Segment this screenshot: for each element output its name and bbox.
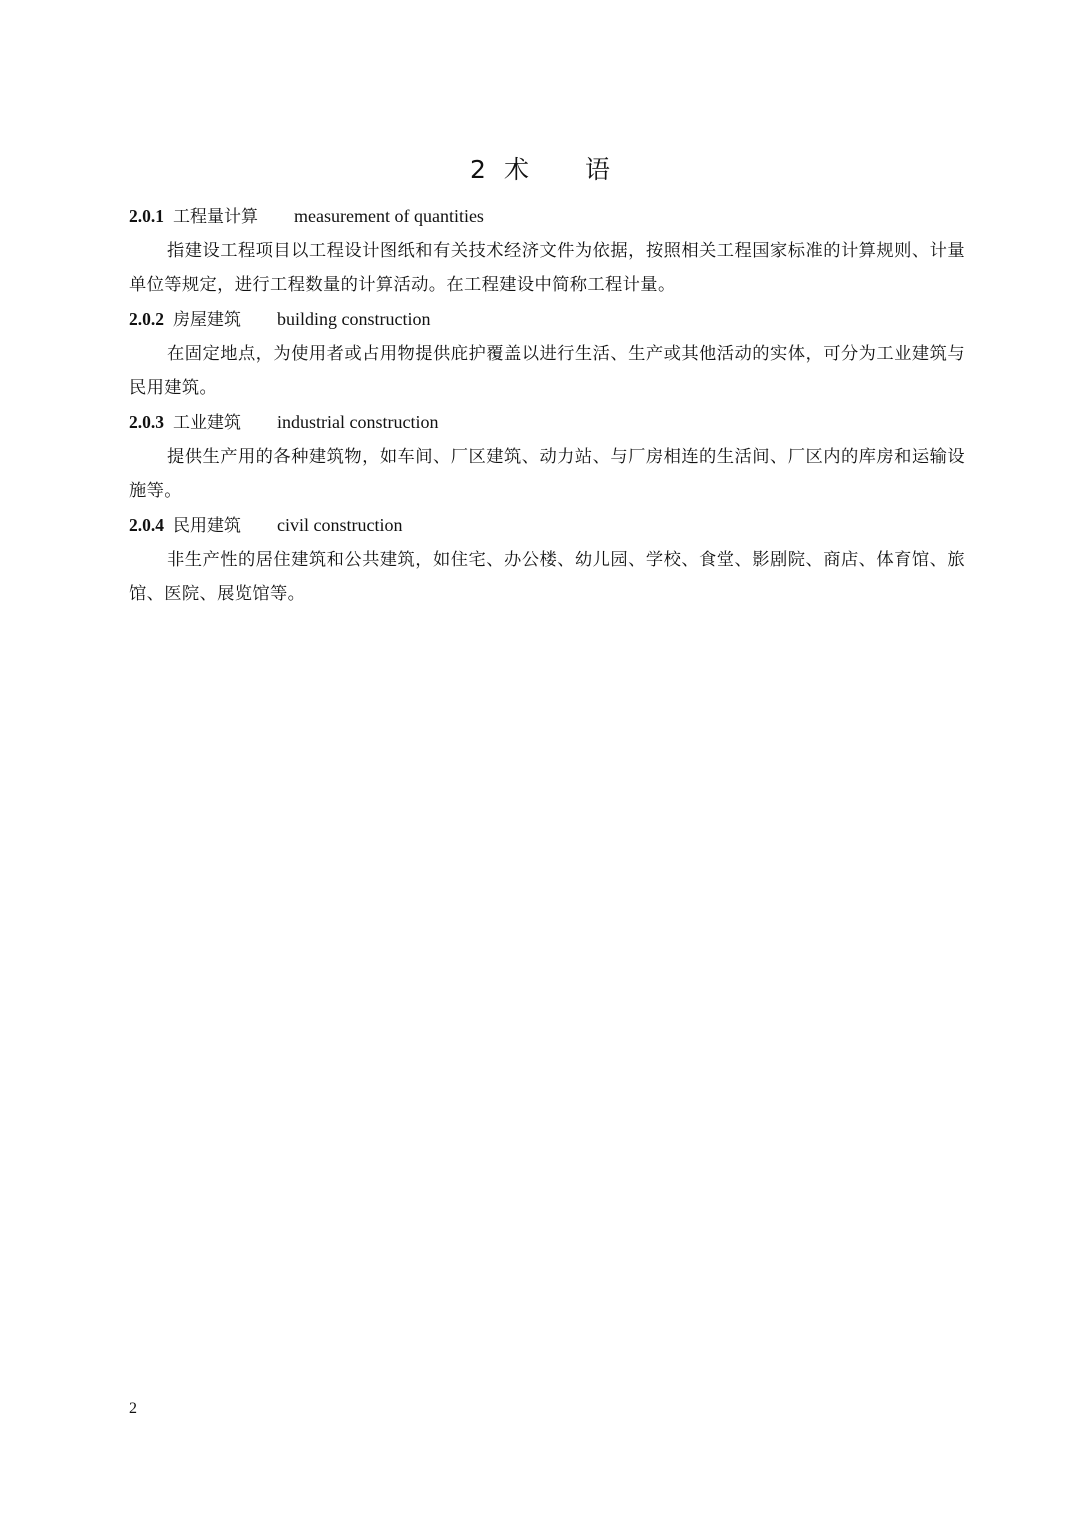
term-name-en: measurement of quantities [294, 206, 484, 226]
page-number: 2 [129, 1400, 137, 1417]
term-number: 2.0.3 [129, 412, 164, 432]
term-name-cn: 工程量计算 [173, 207, 258, 227]
term-definition: 提供生产用的各种建筑物，如车间、厂区建筑、动力站、与厂房相连的生活间、厂区内的库房和运输设施等。 [129, 447, 965, 501]
term-name-cn: 工业建筑 [173, 413, 241, 433]
term-name-en: industrial construction [277, 412, 439, 432]
chapter-title-part1: 术 [503, 155, 529, 184]
chapter-title [0, 152, 1080, 188]
term-2-0-3 [129, 406, 965, 508]
term-heading [129, 200, 965, 233]
term-name-cn: 房屋建筑 [173, 310, 241, 330]
term-2-0-2 [129, 303, 965, 405]
term-definition: 非生产性的居住建筑和公共建筑，如住宅、办公楼、幼儿园、学校、食堂、影剧院、商店、体育馆、旅馆、医院、展览馆等。 [129, 550, 965, 604]
term-definition: 指建设工程项目以工程设计图纸和有关技术经济文件为依据，按照相关工程国家标准的计算规则、计量单位等规定，进行工程数量的计算活动。在工程建设中简称工程计量。 [129, 241, 965, 295]
term-number: 2.0.1 [129, 206, 164, 226]
chapter-number: 2 [470, 155, 486, 184]
chapter-title-part2: 语 [584, 155, 610, 184]
terms-list [129, 200, 965, 612]
term-name-cn: 民用建筑 [173, 516, 241, 536]
term-definition: 在固定地点，为使用者或占用物提供庇护覆盖以进行生活、生产或其他活动的实体，可分为工业建筑与民用建筑。 [129, 344, 965, 398]
term-2-0-1 [129, 200, 965, 302]
term-name-en: civil construction [277, 515, 403, 535]
term-heading [129, 303, 965, 336]
term-heading [129, 406, 965, 439]
term-heading [129, 509, 965, 542]
term-number: 2.0.2 [129, 309, 164, 329]
term-2-0-4 [129, 509, 965, 611]
term-name-en: building construction [277, 309, 431, 329]
term-number: 2.0.4 [129, 515, 164, 535]
